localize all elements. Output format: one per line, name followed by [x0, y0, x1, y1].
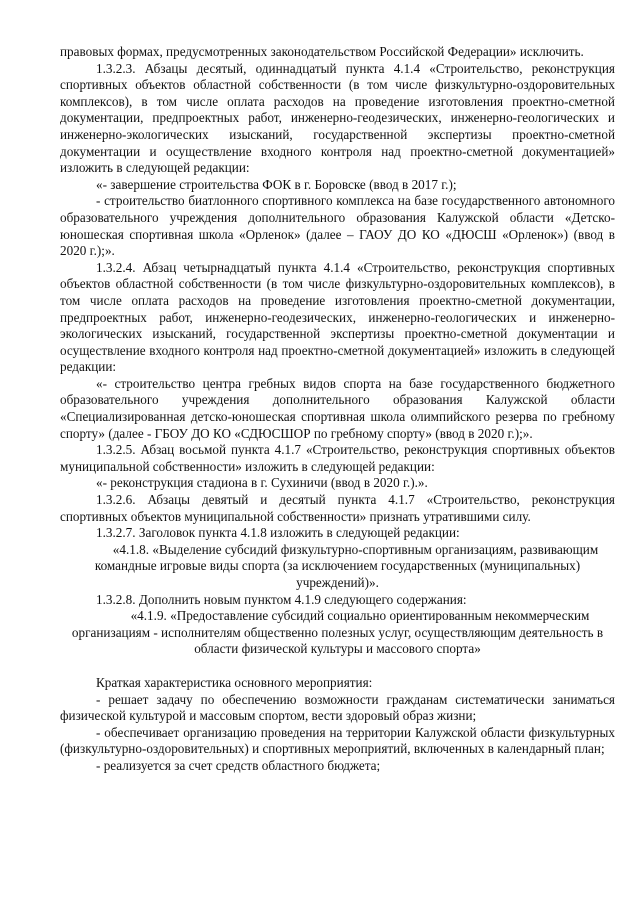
paragraph-1-3-2-3: 1.3.2.3. Абзацы десятый, одиннадцатый пункта 4.1.4 «Строительство, реконструкция спортивных объектов областной собственности (в том числе физкультурно-оздоровительных комплексов), в том числе оплата расходов на проведение изготовления проектно-сметной документации, предпроектных работ, инженерно-геодезических, инженерно-геологических и инженерно-экологических изысканий, государственной экспертизы проектно-сметной документации и осуществление входного контроля над проектно-сметной документацией» изложить в следующей редакции:: [60, 60, 615, 176]
paragraph-rowing-center: «- строительство центра гребных видов спорта на базе государственного бюджетного образовательного учреждения дополнительного образования Калужской области «Специализированная детско-юношеская спортивная школа олимпийского резерва по гребному спорту» (далее - ГБОУ ДО КО «СДЮСШОР по гребному спорту» (ввод в 2020 г.);».: [60, 375, 615, 441]
paragraph-stadium: «- реконструкция стадиона в г. Сухиничи (ввод в 2020 г.).».: [96, 475, 428, 491]
paragraph-1-3-2-6: 1.3.2.6. Абзацы девятый и десятый пункта 4.1.7 «Строительство, реконструкция спортивных объектов муниципальной собственности» признать утратившими силу.: [60, 492, 615, 524]
paragraph-1-3-2-4: 1.3.2.4. Абзац четырнадцатый пункта 4.1.4 «Строительство, реконструкция спортивных объектов областной собственности (в том числе физкультурно-оздоровительных комплексов), в том числе оплата расходов на проведение изготовления проектно-сметной документации, предпроектных работ, инженерно-геодезических, инженерно-геологических и инженерно-экологических изысканий, государственной экспертизы проектно-сметной документации и осуществление входного контроля над проектно-сметной документацией» изложить в следующей редакции:: [60, 259, 615, 375]
paragraph-summary-item-2: - обеспечивает организацию проведения на территории Калужской области физкультурных (физкультурно-оздоровительных) и спортивных мероприятий, включенных в календарный план;: [60, 724, 615, 757]
document-page: [60, 44, 615, 775]
paragraph-1-3-2-8: 1.3.2.8. Дополнить новым пунктом 4.1.9 следующего содержания:: [96, 591, 467, 607]
paragraph-4-1-8-heading: «4.1.8. «Выделение субсидий физкультурно-спортивным организациям, развивающим командные игровые виды спорта (за исключением государственных (муниципальных) учреждений)».: [94, 541, 599, 590]
paragraph-summary-item-3: - реализуется за счет средств областного бюджета;: [96, 757, 381, 773]
paragraph-4-1-9-heading: «4.1.9. «Предоставление субсидий социально ориентированным некоммерческим организациям - исполнителям общественно полезных услуг, осуществляющим деятельность в области физической культуры и массового спорта»: [71, 608, 604, 657]
paragraph-quote-fok: «- завершение строительства ФОК в г. Боровске (ввод в 2017 г.);: [96, 176, 457, 192]
blank-line: [60, 658, 615, 675]
paragraph-summary-item-1: - решает задачу по обеспечению возможности гражданам систематически заниматься физической культурой и массовым спортом, вести здоровый образ жизни;: [60, 691, 615, 724]
paragraph-biathlon: - строительство биатлонного спортивного комплекса на базе государственного автономного образовательного учреждения дополнительного образования Калужской области «Детско-юношеская спортивная школа «Орленок» (далее – ГАОУ ДО КО «ДЮСШ «Орленок») (ввод в 2020 г.);».: [60, 193, 615, 259]
paragraph-summary-title: Краткая характеристика основного мероприятия:: [96, 674, 373, 690]
paragraph-1-3-2-7: 1.3.2.7. Заголовок пункта 4.1.8 изложить в следующей редакции:: [96, 525, 460, 541]
paragraph-1-3-2-5: 1.3.2.5. Абзац восьмой пункта 4.1.7 «Строительство, реконструкция спортивных объектов муниципальной собственности» изложить в следующей редакции:: [60, 442, 615, 474]
paragraph-continuation: правовых формах, предусмотренных законодательством Российской Федерации» исключить.: [60, 44, 584, 59]
